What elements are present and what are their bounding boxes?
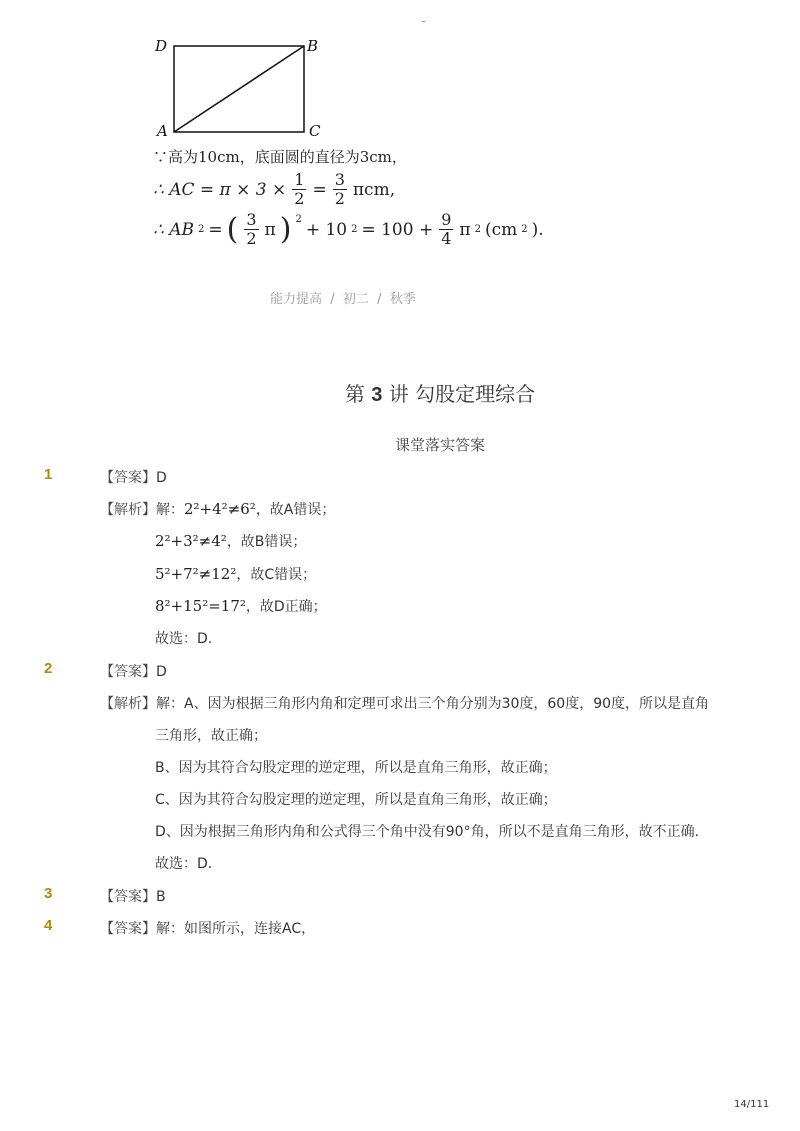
frac-num: 1	[294, 170, 305, 189]
lecture-title-post: 讲 勾股定理综合	[388, 382, 536, 406]
analysis-tag: 【解析】	[100, 502, 156, 518]
q1-line-post: ，故A错误；	[255, 502, 336, 518]
line2-suffix: πcm,	[352, 179, 396, 200]
line3-end: ).	[531, 219, 544, 240]
frac-den: 2	[246, 229, 257, 248]
breadcrumb: 能力提高 / 初二 / 秋季	[270, 292, 416, 307]
frac-den: 2	[334, 189, 345, 208]
line2-eq: =	[312, 179, 327, 200]
q2-analysis-line-2: 三角形，故正确；	[155, 728, 267, 744]
answer-tag: 【答案】	[100, 664, 156, 680]
question-number-2: 2	[44, 660, 53, 677]
question-number-4: 4	[44, 917, 53, 934]
fraction-1-2	[292, 172, 306, 207]
q2-analysis-line-6: 故选：D．	[155, 856, 222, 872]
line3-unit: (cm	[484, 219, 518, 240]
solution-line-1: ∵高为10cm，底面圆的直径为3cm，	[153, 148, 407, 166]
line3-mid: + 10	[305, 219, 348, 240]
fraction-3-2	[333, 172, 347, 207]
q1-analysis-line-3	[155, 564, 316, 584]
answer-value: D	[156, 664, 167, 680]
lecture-title	[0, 378, 800, 407]
line3-eq2: = 100 +	[361, 219, 434, 240]
solution-line-2	[153, 172, 395, 207]
label-a: A	[157, 122, 168, 140]
answer-value: 解：如图所示，连接AC，	[156, 921, 316, 937]
solution-line-3: ∴ AB 2 = ( $\frac{3}{2}$ π ) $^2$ + 10 2 = 100 + $\frac{9}{4}$ π 2 (cm 2 ).	[153, 210, 544, 248]
answer-value: D	[156, 470, 167, 486]
top-mark: -	[421, 14, 426, 29]
q1-line-post: ，故C错误；	[236, 567, 317, 583]
label-b: B	[307, 37, 319, 55]
q2-analysis-line-4: C、因为其符合勾股定理的逆定理，所以是直角三角形，故正确；	[155, 792, 557, 808]
q2-line: 解：A、因为根据三角形内角和定理可求出三个角分别为30度，60度，90度，所以是直角	[156, 696, 710, 712]
q2-analysis-line-1	[100, 693, 709, 713]
q1-answer	[100, 467, 167, 487]
rectangle-diagram	[150, 34, 330, 144]
page-number: 14/111	[734, 1099, 770, 1110]
line3-suffix: π	[459, 219, 471, 240]
q1-line-math: 2²+3²≠4²	[155, 532, 227, 550]
q2-answer	[100, 661, 167, 681]
answer-tag: 【答案】	[100, 889, 156, 905]
q2-analysis-line-5: D、因为根据三角形内角和公式得三个角中没有90°角，所以不是直角三角形，故不正确．	[155, 824, 709, 840]
section-title: 课堂落实答案	[394, 436, 485, 454]
line3-prefix: ∴ AB	[153, 219, 194, 240]
q1-line-math: 8²+15²=17²	[155, 597, 246, 615]
fraction-3-2-pi	[244, 212, 258, 247]
question-number-1: 1	[44, 466, 53, 483]
answer-tag: 【答案】	[100, 921, 156, 937]
frac-den: 4	[441, 229, 452, 248]
lecture-number: 3	[371, 384, 383, 406]
q2-analysis-line-3: B、因为其符合勾股定理的逆定理，所以是直角三角形，故正确；	[155, 760, 557, 776]
q1-analysis-line-5: 故选：D.	[155, 631, 213, 647]
frac-den: 2	[294, 189, 305, 208]
analysis-tag: 【解析】	[100, 696, 156, 712]
frac-num: 9	[441, 210, 452, 229]
q1-line-pre: 解：	[156, 502, 184, 518]
frac-num: 3	[334, 170, 345, 189]
q1-analysis-line-1	[100, 499, 335, 519]
q1-analysis-line-4	[155, 596, 327, 616]
q1-line-post: ，故D正确；	[245, 599, 327, 615]
label-d: D	[155, 37, 168, 55]
frac-num: 3	[246, 210, 257, 229]
fraction-9-4	[439, 212, 453, 247]
diagonal-ab	[174, 46, 304, 132]
label-c: C	[309, 122, 321, 140]
answer-value: B	[156, 889, 166, 905]
question-number-3: 3	[44, 885, 53, 902]
q3-answer	[100, 886, 166, 906]
line2-prefix: ∴ AC = π × 3 ×	[153, 179, 287, 200]
q4-answer	[100, 918, 315, 938]
q1-line-math: 2²+4²≠6²	[184, 500, 256, 518]
answer-tag: 【答案】	[100, 470, 156, 486]
q1-analysis-line-2	[155, 531, 306, 551]
q1-line-post: ，故B错误；	[226, 534, 307, 550]
lecture-title-pre: 第	[344, 382, 365, 406]
line3-eq: =	[208, 219, 223, 240]
q1-line-math: 5²+7²≠12²	[155, 565, 237, 583]
